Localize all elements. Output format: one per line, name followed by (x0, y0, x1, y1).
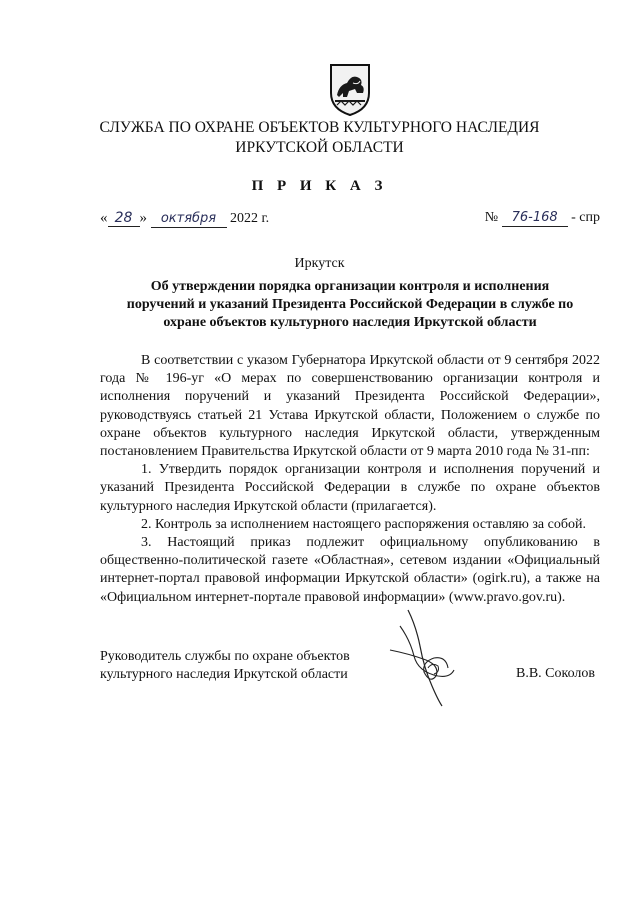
signer-title-line-2: культурного наследия Иркутской области (100, 667, 348, 682)
org-line-2: ИРКУТСКОЙ ОБЛАСТИ (235, 139, 404, 156)
date-year: 2022 г. (230, 211, 270, 226)
document-subject (120, 278, 580, 332)
number-suffix: - спр (571, 210, 600, 225)
date-day: 28 (108, 210, 140, 227)
date-number-row (100, 210, 600, 234)
handwritten-signature-icon (380, 606, 470, 710)
item-3-paragraph: 3. Настоящий приказ подлежит официальному опубликованию в общественно-политической газете «Областная», сетевом издании «Официальный интернет-портал правовой информации Иркутской области» (ogirk.ru), а также на «Официальном интернет-портале правовой информации» (www.pravo.gov.ru). (100, 535, 600, 605)
signer-name: В.В. Соколов (516, 666, 596, 681)
item-1-paragraph: 1. Утвердить порядок организации контроля и исполнения поручений и указаний Президента Российской Федерации в службе по охране объектов культурного наследия Иркутской области (прилагается). (100, 462, 600, 514)
subject-line-1: Об утверждении порядка организации контроля и исполнения (150, 279, 550, 294)
organization-name (0, 118, 639, 158)
org-line-1: СЛУЖБА ПО ОХРАНЕ ОБЪЕКТОВ КУЛЬТУРНОГО НАСЛЕДИЯ (99, 119, 540, 136)
coat-of-arms-icon (327, 63, 373, 117)
city: Иркутск (294, 256, 345, 271)
item-2-paragraph: 2. Контроль за исполнением настоящего распоряжения оставляю за собой. (141, 516, 586, 532)
date-close-quote: » (139, 210, 147, 226)
preamble-paragraph: В соответствии с указом Губернатора Иркутской области от 9 сентября 2022 года № 196-уг «О мерах по совершенствованию организации контроля и исполнения поручений и указаний Президента Российской Федерации», руководствуясь статьей 21 Устава Иркутской области, Положением о службе по охране объектов культурного наследия Иркутской области, утвержденным постановлением Правительства Иркутской области от 9 марта 2010 года № 31-пп: (100, 353, 600, 460)
signer-title (100, 648, 380, 684)
number-prefix: № (484, 210, 499, 225)
document-body (100, 352, 600, 607)
document-type: П Р И К А З (251, 178, 388, 194)
date-open-quote: « (100, 210, 108, 226)
subject-line-3: охране объектов культурного наследия Иркутской области (163, 315, 537, 330)
document-date (100, 210, 269, 228)
subject-line-2: поручений и указаний Президента Российской Федерации в службе по (126, 297, 574, 312)
signer-title-line-1: Руководитель службы по охране объектов (100, 649, 350, 664)
document-number (485, 210, 600, 227)
number-value: 76-168 (502, 210, 568, 227)
date-month: октября (151, 211, 227, 228)
